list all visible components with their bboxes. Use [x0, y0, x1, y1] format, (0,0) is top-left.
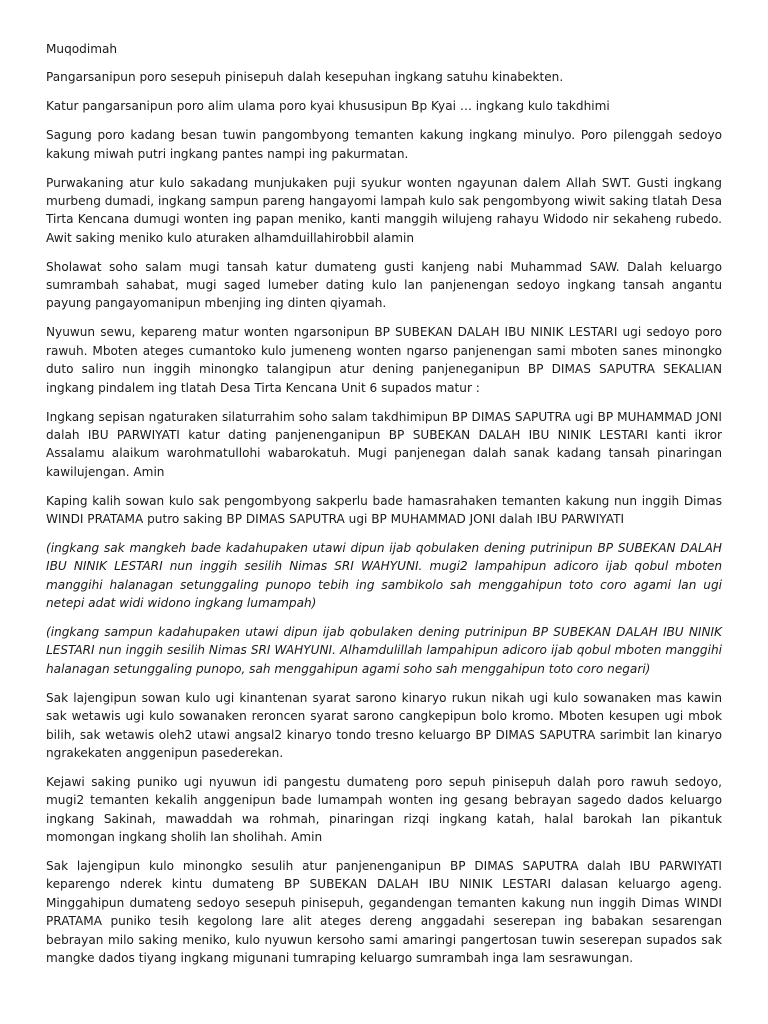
- paragraph-praise: Purwakaning atur kulo sakadang munjukaken puji syukur wonten ngayunan dalem Allah SWT. Gusti ingkang murbeng dumadi, ingkang sampun pareng hangayomi lampah kulo sak pengombyong wiwit saking tlatah Desa Tirta Kencana dumugi wonten ing papan meniko, kanti manggih wilujeng rahayu Widodo nir sekaheng rubedo. Awit saking meniko kulo aturaken alhamduillahirobbil alamin: [46, 175, 722, 245]
- paragraph-dowry: Sak lajengipun sowan kulo ugi kinantenan syarat sarono kinaryo rukun nikah ugi kulo sowanaken mas kawin sak wetawis ugi kulo sowanaken reroncen syarat sarono cangkepipun bolo kromo. Mboten kesupen ugi mbok bilih, sak wetawis oleh2 utawi angsal2 kinaryo tondo tresno keluargo BP DIMAS SAPUTRA sarimbit lan kinaryo ngrakekaten anggenipun pasederekan.: [46, 690, 722, 760]
- document-title: Muqodimah: [46, 42, 118, 56]
- paragraph-greeting-elders: Pangarsanipun poro sesepuh pinisepuh dalah kesepuhan ingkang satuhu kinabekten.: [46, 70, 564, 85]
- paragraph-second-point: Kaping kalih sowan kulo sak pengombyong sakperlu bade hamasrahaken temanten kakung nun inggih Dimas WINDI PRATAMA putro saking BP DIMAS SAPUTRA ugi BP MUHAMMAD JONI dalah IBU PARWIYATI: [46, 493, 722, 527]
- document-page: [46, 40, 722, 978]
- paragraph-option-after-ijab: (ingkang sampun kadahupaken utawi dipun ijab qobulaken dening putrinipun BP SUBEKAN DALAH IBU NINIK LESTARI nun inggih sesilih Nimas SRI WAHYUNI. Alhamdulillah lampahipun adicoro ijab qobul mboten manggihi halanagan setunggaling punopo, sah menggahipun agami soho sah menggahipun toto coro negari): [46, 625, 722, 676]
- paragraph-greeting-ulama: Katur pangarsanipun poro alim ulama poro kyai khususipun Bp Kyai … ingkang kulo takdhimi: [46, 99, 610, 114]
- paragraph-purpose: Nyuwun sewu, kepareng matur wonten ngarsonipun BP SUBEKAN DALAH IBU NINIK LESTARI ugi sedoyo poro rawuh. Mboten ateges cumantoko kulo jumeneng wonten ngarso panjenengan sami mboten sanes minongko duto saliro nun inggih minongko talangipun atur dening panjeneganipun BP DIMAS SAPUTRA SEKALIAN ingkang pindalem ing tlatah Desa Tirta Kencana Unit 6 supados matur :: [46, 325, 722, 395]
- paragraph-blessing: Kejawi saking puniko ugi nyuwun idi pangestu dumateng poro sepuh pinisepuh dalah poro rawuh sedoyo, mugi2 temanten kekalih anggenipun bade lumampah wonten ing gesang bebrayan sagedo dados keluargo ingkang Sakinah, mawaddah wa rohmah, pinaringan rizqi ingkang katah, halal barokah lan pikantuk momongan ingkang sholih lan sholihah. Amin: [46, 774, 722, 845]
- paragraph-greeting-family: Sagung poro kadang besan tuwin pangombyong temanten kakung ingkang minulyo. Poro pilenggah sedoyo kakung miwah putri ingkang pantes nampi ing pakurmatan.: [46, 128, 722, 161]
- paragraph-first-point: Ingkang sepisan ngaturaken silaturrahim soho salam takdhimipun BP DIMAS SAPUTRA ugi BP MUHAMMAD JONI dalah IBU PARWIYATI katur dating panjenenganipun BP SUBEKAN DALAH IBU NINIK LESTARI kanti ikror Assalamu alaikum warohmatullohi wabarokatuh. Mugi panjenegan dalah sanak kadang tansah pinaringan kawilujengan. Amin: [46, 409, 722, 479]
- paragraph-sholawat: Sholawat soho salam mugi tansah katur dumateng gusti kanjeng nabi Muhammad SAW. Dalah keluargo sumrambah sahabat, mugi saged lumeber dating kulo lan panjenengan sedoyo ingkang tansah angantu payung pangayomanipun mbenjing ing dinten qiyamah.: [46, 259, 722, 311]
- paragraph-option-before-ijab: (ingkang sak mangkeh bade kadahupaken utawi dipun ijab qobulaken dening putrinipun BP SUBEKAN DALAH IBU NINIK LESTARI nun inggih sesilih Nimas SRI WAHYUNI. mugi2 lampahipun adicoro ijab qobul mboten manggihi halanagan setunggaling punopo tebih ing sambikolo sah menggahipun toto coro agami lan ugi netepi adat widi widono ingkang lumampah): [46, 540, 722, 611]
- paragraph-closing-request: Sak lajengipun kulo minongko sesulih atur panjenenganipun BP DIMAS SAPUTRA dalah IBU PARWIYATI keparengo nderek kintu dumateng BP SUBEKAN DALAH IBU NINIK LESTARI dalasan keluargo ageng. Minggahipun dumateng sedoyo sesepuh pinisepuh, gegandengan temanten kakung nun inggih Dimas WINDI PRATAMA puniko tesih kegolong lare alit ateges dereng anggadahi seserepan ing babakan sesarengan bebrayan milo saking meniko, kulo nyuwun kersoho sami amaringi pangertosan tuwin seserepan supados sak mangke dados tiyang ingkang migunani tumraping keluargo sumrambah inga lam sesrawungan.: [46, 859, 722, 966]
